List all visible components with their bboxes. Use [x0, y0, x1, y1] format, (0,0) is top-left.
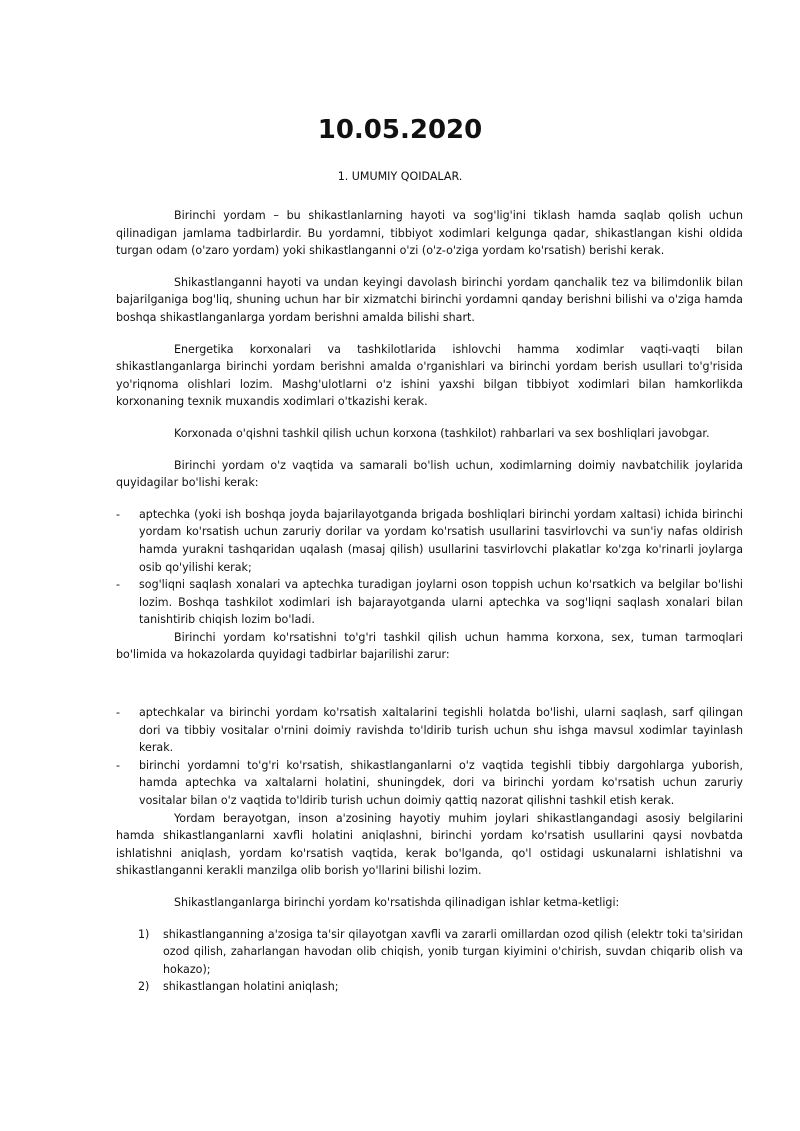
numbered-list	[116, 926, 743, 996]
paragraph: Shikastlanganni hayoti va undan keyingi davolash birinchi yordam qanchalik tez va bilimdonlik bilan bajarilganiga bog'liq, shuning uchun har bir xizmatchi birinchi yordamni qanday berishni bilishi va o'ziga hamda boshqa shikastlanganlarga yordam berishni amalda bilishi shart.	[116, 275, 743, 324]
list-item-text: shikastlangan holatini aniqlash;	[163, 980, 339, 994]
paragraph: Energetika korxonalari va tashkilotlarida ishlovchi hamma xodimlar vaqti-vaqti bilan shikastlanganlarga birinchi yordam berishni amalda o'rganishlari va birinchi yordam berish usullari to'g'risida yo'riqnoma olishlari lozim. Mashg'ulotlarni o'z ishini yaxshi bilgan tibbiyot xodimlari bilan hamkorlikda korxonaning texnik muxandis xodimlari o'tkazishi kerak.	[116, 342, 743, 409]
dash-list	[116, 506, 743, 629]
list-number: 2)	[138, 980, 150, 994]
section-heading: 1. UMUMIY QOIDALAR.	[337, 170, 463, 183]
list-item: - birinchi yordamni to'g'ri ko'rsatish, shikastlanganlarni o'z vaqtida tegishli tibbiy dargohlarga yuborish, hamda aptechka va xaltalarni holatini, shuningdek, dori va birinchi yordam ko'rsatish uchun zaruriy vositalar bilan o'z vaqtida to'ldirib turish uchun doimiy qattiq nazorat qilishni tashkil etish kerak.	[116, 757, 743, 810]
list-number: 1)	[138, 927, 150, 941]
paragraph: Yordam berayotgan, inson a'zosining hayotiy muhim joylari shikastlangandagi asosiy belgilarini hamda shikastlanganlarni xavfli holatini aniqlashni, birinchi yordam ko'rsatish usullarini qaysi novbatda ishlatishni aniqlash, yordam ko'rsatish vaqtida, kerak bo'lganda, qo'l ostidagi uskunalarni ishlatishni va shikastlanganni kerakli manzilga olib borish yo'llarini bilishi lozim.	[116, 811, 743, 878]
paragraph: Korxonada o'qishni tashkil qilish uchun korxona (tashkilot) rahbarlari va sex boshliqlari javobgar.	[174, 426, 710, 440]
list-item: - aptechka (yoki ish boshqa joyda bajarilayotganda brigada boshliqlari birinchi yordam xaltasi) ichida birinchi yordam ko'rsatish uchun zaruriy dorilar va yordam ko'rsatish usullarini tasvirlovchi va sun'iy nafas oldirish hamda yurakni tashqaridan uqalash (masaj qilish) usullarini tasvirlovchi plakatlar ko'zga ko'rinarli joylarga osib qo'yilishi kerak;	[116, 506, 743, 576]
dash-list	[116, 704, 743, 810]
list-item: - sog'liqni saqlash xonalari va aptechka turadigan joylarni oson toppish uchun ko'rsatkich va belgilar bo'lishi lozim. Boshqa tashkilot xodimlari ish bajarayotganda ularni aptechka va sog'liqni saqlash xonalari bilan tanishtirib chiqish lozim bo'ladi.	[116, 576, 743, 629]
list-item	[116, 978, 743, 996]
list-item: - aptechkalar va birinchi yordam ko'rsatish xaltalarini tegishli holatda bo'lishi, ularni saqlash, sarf qilingan dori va tibbiy vositalar o'rnini doimiy ravishda to'ldirib turish uchun shu ishga mavsul xodimlar tayinlash kerak.	[116, 704, 743, 757]
list-item	[116, 926, 743, 979]
paragraph: Shikastlanganlarga birinchi yordam ko'rsatishda qilinadigan ishlar ketma-ketligi:	[174, 896, 620, 909]
paragraph: Birinchi yordam o'z vaqtida va samarali bo'lish uchun, xodimlarning doimiy navbatchilik joylarida quyidagilar bo'lishi kerak:	[116, 458, 743, 490]
document-body	[116, 207, 743, 996]
document-date-title: 10.05.2020	[317, 115, 483, 145]
list-item-text: shikastlanganning a'zosiga ta'sir qilayotgan xavfli va zararli omillardan ozod qilish (elektr toki ta'siridan ozod qilish, zaharlangan havodan olib chiqish, yonib turgan kiyimini o'chirish, suvdan chiqarib olish va hokazo);	[163, 927, 743, 976]
paragraph: Birinchi yordam – bu shikastlanlarning hayoti va sog'lig'ini tiklash hamda saqlab qolish uchun qilinadigan jamlama tadbirlardir. Bu yordamni, tibbiyot xodimlari kelgunga qadar, shikastlangan kishi oldida turgan odam (o'zaro yordam) yoki shikastlanganni o'zi (o'z-o'ziga yordam ko'rsatish) berishi kerak.	[116, 209, 743, 258]
paragraph: Birinchi yordam ko'rsatishni to'g'ri tashkil qilish uchun hamma korxona, sex, tuman tarmoqlari bo'limida va hokazolarda quyidagi tadbirlar bajarilishi zarur:	[116, 630, 743, 662]
